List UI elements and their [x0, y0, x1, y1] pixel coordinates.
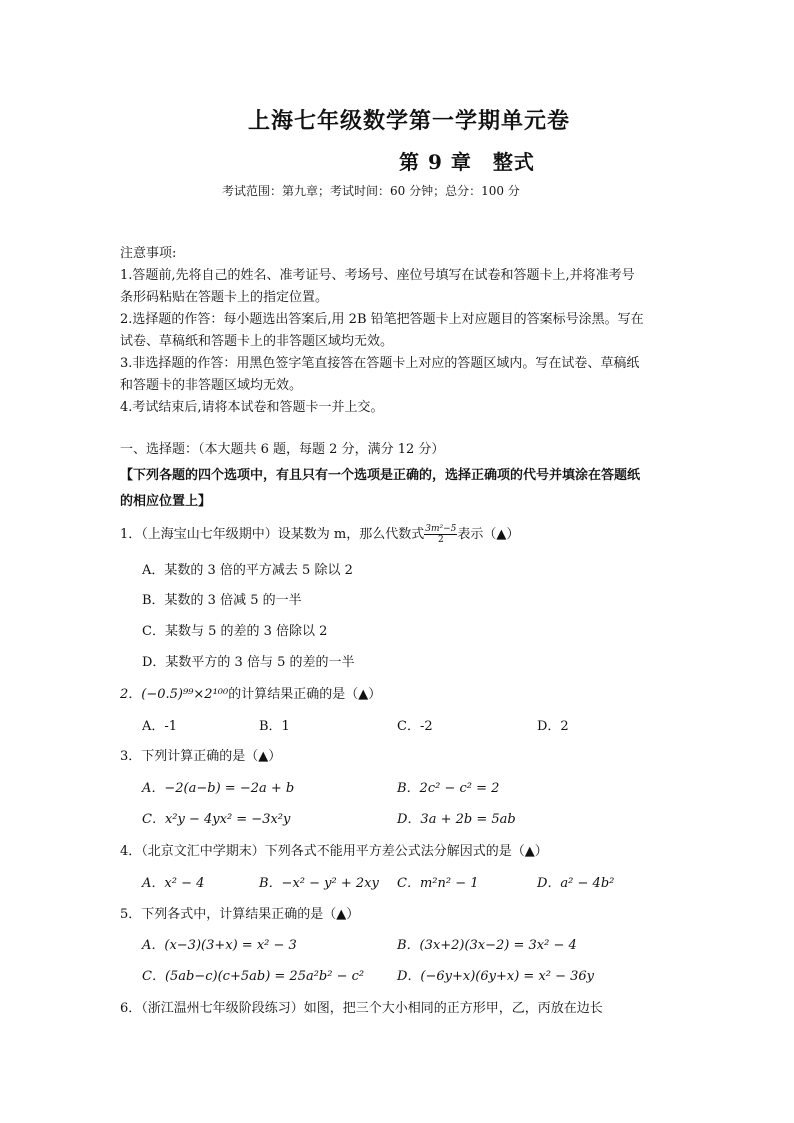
option-b: B．2c² − c² = 2 [397, 781, 500, 796]
question-text: 1．（上海宝山七年级期中）设某数为 m，那么代数式 [120, 527, 425, 542]
note-line: 试卷、草稿纸和答题卡上的非答题区域均无效。 [120, 334, 394, 349]
exam-info: 考试范围：第九章；考试时间：60 分钟；总分：100 分 [222, 184, 520, 198]
option-a: A．x² − 4 [142, 876, 205, 891]
notes-heading: 注意事项: [120, 246, 177, 261]
option-d: D．(−6y+x)(6y+x) = x² − 36y [397, 969, 595, 984]
option-a: A．−2(a−b) = −2a + b [142, 781, 295, 796]
question-4-stem: 4．（北京文汇中学期末）下列各式不能用平方差公式法分解因式的是（▲） [120, 844, 548, 859]
option-c: C．m²n² − 1 [397, 876, 479, 891]
note-line: 2.选择题的作答：每小题选出答案后,用 2B 铅笔把答题卡上对应题目的答案标号涂黑。写在 [120, 312, 644, 327]
fraction-numerator: 3m²−5 [425, 524, 457, 534]
note-line: 3.非选择题的作答：用黑色签字笔直接答在答题卡上对应的答题区域内。写在试卷、草稿纸 [120, 356, 640, 371]
section-instruction: 【下列各题的四个选项中，有且只有一个选项是正确的，选择正确项的代号并填涂在答题纸 [120, 468, 641, 483]
fraction [424, 524, 457, 545]
option-d: D．3a + 2b = 5ab [397, 812, 516, 827]
math-expression: 2．(−0.5)⁹⁹×2¹⁰⁰ [120, 687, 229, 702]
option-c: C．x²y − 4yx² = −3x²y [142, 812, 291, 827]
question-text: 的计算结果正确的是（▲） [228, 687, 382, 702]
note-line: 1.答题前,先将自己的姓名、准考证号、考场号、座位号填写在试卷和答题卡上,并将准考号 [120, 268, 635, 283]
option-d: D．a² − 4b² [537, 876, 615, 891]
question-6-stem: 6．（浙江温州七年级阶段练习）如图，把三个大小相同的正方形甲，乙，丙放在边长 [120, 1001, 603, 1016]
note-line: 4.考试结束后,请将本试卷和答题卡一并上交。 [120, 400, 384, 415]
option-a: A．(x−3)(3+x) = x² − 3 [142, 938, 297, 953]
option-b: B．(3x+2)(3x−2) = 3x² − 4 [397, 938, 577, 953]
fraction-denominator: 2 [437, 535, 444, 545]
option-c: C．-2 [397, 719, 433, 734]
chapter-title: 第 9 章 整式 [399, 150, 535, 174]
section-instruction: 的相应位置上】 [120, 494, 212, 509]
option-b: B．−x² − y² + 2xy [259, 876, 379, 891]
option-a: A．-1 [142, 719, 178, 734]
section-heading: 一、选择题：（本大题共 6 题，每题 2 分，满分 12 分） [120, 442, 445, 457]
question-2-stem [120, 683, 381, 702]
option-d: D．2 [537, 719, 569, 734]
option-a: A．某数的 3 倍的平方减去 5 除以 2 [142, 563, 353, 578]
option-b: B．1 [259, 719, 290, 734]
question-1-stem [120, 523, 519, 545]
exam-title: 上海七年级数学第一学期单元卷 [248, 108, 571, 134]
option-c: C．(5ab−c)(c+5ab) = 25a²b² − c² [142, 969, 365, 984]
question-3-stem: 3．下列计算正确的是（▲） [120, 749, 282, 764]
question-text: 表示（▲） [457, 527, 520, 542]
note-line: 和答题卡的非答题区域均无效。 [120, 378, 303, 393]
option-d: D．某数平方的 3 倍与 5 的差的一半 [142, 655, 355, 670]
option-b: B．某数的 3 倍减 5 的一半 [142, 593, 302, 608]
option-c: C．某数与 5 的差的 3 倍除以 2 [142, 624, 328, 639]
question-5-stem: 5．下列各式中，计算结果正确的是（▲） [120, 907, 360, 922]
note-line: 条形码粘贴在答题卡上的指定位置。 [120, 290, 329, 305]
